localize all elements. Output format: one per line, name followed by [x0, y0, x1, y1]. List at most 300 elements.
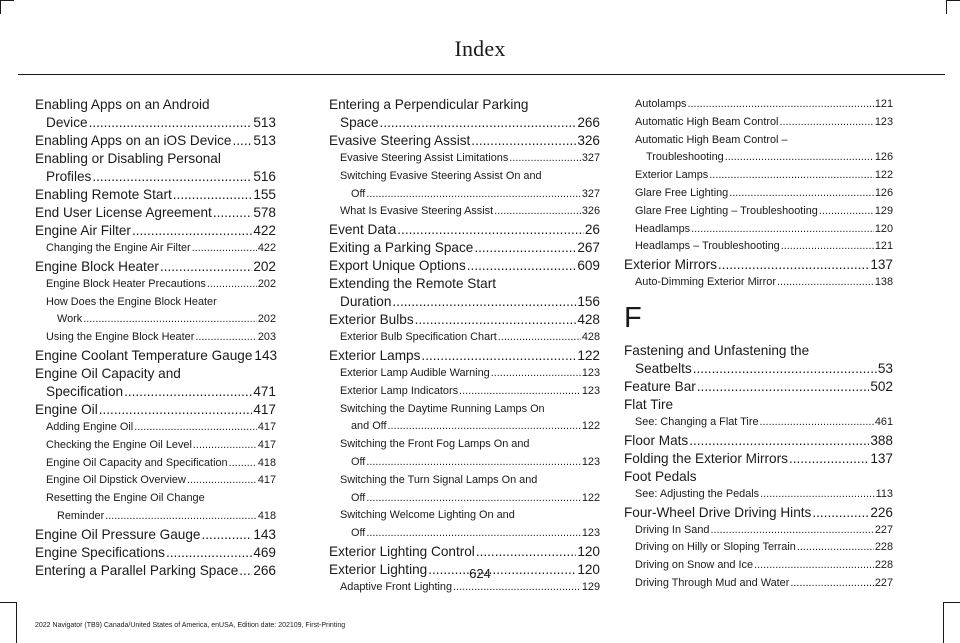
index-subentry — [329, 507, 600, 543]
entry-text: What Is Evasive Steering Assist — [340, 205, 494, 218]
entry-line — [340, 525, 600, 543]
entry-text: Folding the Exterior Mirrors — [624, 450, 788, 466]
dot-leader — [693, 360, 877, 378]
crop-mark — [0, 602, 17, 603]
entry-line — [340, 383, 600, 401]
entry-page-number: 417 — [253, 401, 276, 417]
entry-text: Work — [57, 313, 83, 326]
entry-page-number: 155 — [253, 187, 276, 202]
index-subentry — [624, 274, 893, 292]
dot-leader — [819, 203, 874, 221]
dot-leader — [388, 418, 581, 436]
index-subentry — [624, 185, 893, 203]
entry-page-number: 418 — [257, 509, 276, 522]
entry-page-number: 513 — [253, 115, 276, 130]
index-subentry — [35, 240, 276, 258]
entry-text: Driving Through Mud and Water — [635, 576, 790, 589]
entry-page-number: 266 — [577, 115, 600, 130]
entry-text: Switching Welcome Lighting On and — [340, 509, 515, 522]
index-entry — [35, 401, 276, 419]
entry-text: Exterior Lamp Audible Warning — [340, 366, 490, 379]
dot-leader — [687, 96, 873, 114]
entry-line — [635, 132, 893, 150]
index-entry — [624, 504, 893, 522]
crop-mark — [0, 0, 14, 1]
entry-text: Switching the Turn Signal Lamps On and — [340, 473, 538, 486]
entry-text: Switching the Daytime Running Lamps On — [340, 402, 545, 415]
index-entry — [624, 256, 893, 274]
dot-leader — [415, 311, 577, 329]
entry-page-number: 226 — [870, 504, 893, 520]
crop-mark — [943, 602, 944, 643]
index-subentry — [329, 401, 600, 437]
entry-line — [35, 544, 276, 562]
entry-page-number: 267 — [577, 240, 600, 256]
entry-text: Feature Bar — [624, 378, 696, 394]
entry-text: Switching the Front Fog Lamps On and — [340, 438, 530, 451]
entry-line — [635, 185, 893, 203]
entry-page-number: 326 — [577, 133, 600, 148]
index-column-2 — [329, 96, 600, 597]
entry-line — [340, 436, 600, 454]
dot-leader — [105, 508, 257, 526]
entry-text: Checking the Engine Oil Level — [46, 438, 192, 451]
index-subentry — [329, 579, 600, 597]
entry-page-number: 202 — [253, 258, 276, 274]
entry-text: Off — [351, 527, 366, 540]
entry-text: Troubleshooting — [646, 151, 724, 164]
entry-text: Exterior Bulbs — [329, 312, 414, 328]
entry-line — [624, 360, 893, 378]
index-entry — [35, 526, 276, 544]
entry-line — [340, 454, 600, 472]
index-entry — [329, 257, 600, 275]
entry-text: Engine Oil — [35, 401, 98, 417]
dot-leader — [192, 240, 257, 258]
dot-leader — [777, 274, 874, 292]
entry-page-number: 120 — [874, 222, 893, 235]
entry-text: Flat Tire — [624, 396, 674, 412]
index-subentry — [624, 522, 893, 540]
entry-line — [46, 472, 276, 490]
index-subentry — [35, 276, 276, 294]
entry-text: Evasive Steering Assist Limitations — [340, 152, 509, 164]
entry-text: Engine Oil Capacity and Specification — [46, 456, 228, 469]
crop-mark — [16, 602, 17, 643]
index-column-1 — [35, 96, 276, 580]
entry-line — [624, 396, 893, 414]
index-subentry — [35, 455, 276, 473]
dot-leader — [476, 543, 576, 561]
entry-line — [329, 239, 600, 257]
entry-line — [340, 168, 600, 186]
entry-line — [329, 293, 600, 311]
entry-line — [340, 401, 600, 419]
entry-text: Exterior Lighting Control — [329, 543, 475, 559]
index-entry — [35, 132, 276, 150]
entry-text: Changing the Engine Air Filter — [46, 242, 191, 254]
entry-page-number: 418 — [257, 456, 276, 469]
entry-line — [624, 342, 893, 360]
index-subentry — [35, 419, 276, 437]
entry-text: Off — [351, 491, 366, 504]
entry-text: Engine Oil Dipstick Overview — [46, 474, 186, 487]
entry-text: Headlamps — [635, 222, 691, 235]
entry-page-number: 138 — [874, 276, 893, 289]
dot-leader — [760, 414, 874, 432]
entry-text: Engine Oil Capacity and — [35, 365, 181, 381]
entry-text: Device — [46, 115, 88, 130]
dot-leader — [689, 432, 869, 450]
dot-leader — [132, 222, 252, 240]
entry-page-number: 202 — [257, 313, 276, 326]
dot-leader — [366, 525, 581, 543]
index-subentry — [624, 221, 893, 239]
entry-line — [329, 275, 600, 293]
entry-text: Engine Specifications — [35, 544, 165, 560]
entry-text: Export Unique Options — [329, 258, 466, 274]
entry-page-number: 417 — [257, 438, 276, 451]
dot-leader — [392, 293, 576, 311]
index-subentry — [329, 168, 600, 204]
index-entry — [35, 258, 276, 276]
entry-line — [340, 507, 600, 525]
entry-text: Glare Free Lighting – Troubleshooting — [635, 204, 818, 217]
dot-leader — [89, 114, 253, 132]
entry-line — [329, 543, 600, 561]
entry-line — [35, 347, 276, 365]
entry-text: Exterior Lamps — [635, 169, 709, 182]
entry-line — [46, 490, 276, 508]
dot-leader — [779, 114, 873, 132]
entry-text: Exterior Lighting — [329, 561, 428, 577]
entry-page-number: 129 — [874, 204, 893, 217]
dot-leader — [729, 185, 874, 203]
entry-page-number: 502 — [870, 378, 893, 394]
dot-leader — [797, 539, 874, 557]
entry-text: How Does the Engine Block Heater — [46, 295, 217, 308]
entry-page-number: 123 — [581, 455, 600, 468]
index-subentry — [624, 167, 893, 185]
entry-text: Enabling or Disabling Personal — [35, 151, 221, 166]
entry-page-number: 122 — [874, 169, 893, 182]
dot-leader — [366, 490, 581, 508]
entry-line — [46, 508, 276, 526]
entry-text: Automatic High Beam Control — [635, 115, 779, 128]
index-entry — [35, 544, 276, 562]
entry-text: Event Data — [329, 222, 397, 238]
entry-line — [340, 579, 600, 597]
entry-line — [635, 238, 893, 256]
entry-text: Autolamps — [635, 98, 687, 110]
entry-text: Enabling Remote Start — [35, 187, 172, 202]
entry-text: Seatbelts — [635, 360, 692, 376]
dot-leader — [166, 544, 252, 562]
crop-mark — [0, 0, 1, 14]
entry-text: Engine Air Filter — [35, 223, 131, 238]
entry-text: Headlamps – Troubleshooting — [635, 240, 780, 253]
entry-line — [46, 276, 276, 294]
dot-leader — [193, 437, 257, 455]
entry-text: Automatic High Beam Control – — [635, 133, 788, 146]
index-subentry — [329, 365, 600, 383]
entry-text: Engine Block Heater Precautions — [46, 277, 206, 290]
entry-page-number: 227 — [874, 576, 893, 589]
entry-text: Auto-Dimming Exterior Mirror — [635, 276, 776, 289]
crop-mark — [946, 0, 947, 14]
entry-text: Engine Oil Pressure Gauge — [35, 526, 201, 542]
entry-line — [46, 311, 276, 329]
dot-leader — [789, 450, 869, 468]
entry-text: Enabling Apps on an Android — [35, 97, 210, 112]
dot-leader — [494, 203, 581, 221]
entry-line — [329, 96, 600, 114]
entry-text: Profiles — [46, 169, 92, 184]
entry-line — [46, 419, 276, 437]
entry-page-number: 123 — [581, 384, 600, 397]
entry-line — [635, 522, 893, 540]
entry-page-number: 121 — [874, 240, 893, 253]
entry-text: Adding Engine Oil — [46, 420, 134, 433]
entry-page-number: 126 — [874, 186, 893, 199]
entry-page-number: 122 — [577, 347, 600, 363]
entry-text: See: Adjusting the Pedals — [635, 487, 760, 500]
entry-text: See: Changing a Flat Tire — [635, 415, 759, 428]
dot-leader — [718, 256, 869, 274]
entry-text: Reminder — [57, 509, 105, 522]
index-entry — [624, 378, 893, 396]
entry-text: Exterior Lamp Indicators — [340, 384, 459, 397]
entry-line — [35, 168, 276, 186]
dot-leader — [710, 522, 873, 540]
entry-text: Glare Free Lighting — [635, 186, 729, 199]
entry-text: Enabling Apps on an iOS Device — [35, 133, 232, 148]
entry-line — [635, 414, 893, 432]
entry-text: Extending the Remote Start — [329, 276, 496, 292]
index-subentry — [329, 203, 600, 221]
index-subentry — [624, 96, 893, 114]
entry-page-number: 327 — [581, 152, 600, 164]
entry-text: Engine Coolant Temperature Gauge — [35, 347, 253, 363]
dot-leader — [366, 454, 581, 472]
entry-line — [340, 472, 600, 490]
entry-text: Off — [351, 455, 366, 468]
dot-leader — [709, 167, 874, 185]
entry-text: Driving In Sand — [635, 523, 710, 536]
entry-line — [35, 401, 276, 419]
entry-page-number: 122 — [581, 491, 600, 504]
header-rule — [18, 74, 945, 75]
dot-leader — [134, 419, 257, 437]
entry-line — [35, 96, 276, 114]
entry-line — [340, 203, 600, 221]
dot-leader — [691, 221, 874, 239]
index-entry — [329, 311, 600, 329]
dot-leader — [366, 186, 581, 204]
index-subentry — [35, 294, 276, 330]
index-entry — [329, 347, 600, 365]
entry-line — [46, 294, 276, 312]
entry-page-number: 417 — [257, 420, 276, 433]
entry-page-number: 422 — [253, 223, 276, 238]
page-title: Index — [454, 36, 506, 61]
entry-text: Floor Mats — [624, 432, 689, 448]
entry-line — [329, 221, 600, 239]
entry-page-number: 121 — [874, 98, 893, 110]
entry-page-number: 137 — [870, 257, 893, 273]
dot-leader — [697, 378, 870, 396]
entry-page-number: 122 — [581, 420, 600, 433]
index-entry — [624, 468, 893, 486]
dot-leader — [491, 365, 581, 383]
entry-line — [635, 486, 893, 504]
entry-line — [35, 365, 276, 383]
dot-leader — [92, 168, 252, 186]
entry-page-number: 513 — [253, 133, 276, 148]
entry-page-number: 228 — [874, 541, 893, 554]
entry-line — [329, 347, 600, 365]
entry-text: Foot Pedals — [624, 468, 697, 484]
entry-line — [340, 418, 600, 436]
entry-text: Four-Wheel Drive Driving Hints — [624, 504, 812, 520]
index-subentry — [624, 539, 893, 557]
entry-text: Exterior Bulb Specification Chart — [340, 331, 497, 344]
dot-leader — [421, 347, 576, 365]
entry-page-number: 326 — [581, 205, 600, 218]
entry-line — [35, 222, 276, 240]
entry-text: Exiting a Parking Space — [329, 240, 474, 256]
entry-text: Entering a Perpendicular Parking — [329, 97, 529, 112]
entry-text: Duration — [340, 294, 392, 310]
entry-line — [329, 257, 600, 275]
entry-page-number: 26 — [584, 222, 600, 238]
dot-leader — [187, 472, 257, 490]
dot-leader — [124, 383, 252, 401]
page-number: 624 — [469, 566, 491, 581]
entry-line — [46, 455, 276, 473]
index-entry — [35, 222, 276, 240]
entry-text: Off — [351, 187, 366, 200]
index-entry — [35, 96, 276, 132]
index-entry — [35, 150, 276, 186]
entry-page-number: 266 — [253, 562, 276, 578]
entry-page-number: 126 — [874, 151, 893, 164]
dot-leader — [160, 258, 252, 276]
entry-line — [635, 96, 893, 114]
entry-page-number: 123 — [581, 366, 600, 379]
entry-page-number: 461 — [874, 415, 893, 428]
index-subentry — [624, 132, 893, 168]
dot-leader — [83, 311, 257, 329]
entry-text: Specification — [46, 383, 124, 399]
entry-page-number: 388 — [870, 432, 893, 448]
index-entry — [329, 275, 600, 311]
entry-line — [635, 274, 893, 292]
dot-leader — [380, 114, 577, 132]
entry-page-number: 228 — [874, 559, 893, 572]
entry-page-number: 137 — [870, 450, 893, 466]
entry-line — [624, 432, 893, 450]
entry-page-number: 469 — [253, 544, 276, 560]
entry-page-number: 609 — [577, 258, 600, 274]
dot-leader — [471, 132, 576, 150]
index-entry — [329, 239, 600, 257]
index-subentry — [35, 490, 276, 526]
entry-page-number: 202 — [257, 277, 276, 290]
dot-leader — [812, 504, 869, 522]
entry-page-number: 578 — [253, 205, 276, 220]
crop-mark — [946, 0, 960, 1]
entry-page-number: 123 — [874, 115, 893, 128]
entry-page-number: 203 — [257, 331, 276, 344]
entry-text: Switching Evasive Steering Assist On and — [340, 169, 542, 182]
dot-leader — [453, 579, 581, 597]
index-entry — [624, 342, 893, 378]
entry-page-number: 120 — [577, 561, 600, 577]
index-subentry — [35, 329, 276, 347]
index-subentry — [624, 238, 893, 256]
entry-text: Evasive Steering Assist — [329, 133, 471, 148]
entry-line — [635, 167, 893, 185]
index-entry — [329, 543, 600, 561]
entry-page-number: 417 — [257, 474, 276, 487]
index-entry — [624, 450, 893, 468]
entry-text: Driving on Snow and Ice — [635, 559, 754, 572]
entry-line — [624, 468, 893, 486]
dot-leader — [498, 329, 581, 347]
entry-line — [635, 203, 893, 221]
entry-line — [329, 132, 600, 150]
index-subentry — [624, 414, 893, 432]
entry-page-number: 113 — [875, 487, 893, 500]
entry-line — [35, 383, 276, 401]
entry-line — [35, 526, 276, 544]
dot-leader — [459, 383, 581, 401]
section-letter: F — [624, 301, 642, 334]
index-subentry — [329, 472, 600, 508]
entry-text: Entering a Parallel Parking Space — [35, 562, 239, 578]
entry-line — [624, 504, 893, 522]
entry-page-number: 471 — [253, 383, 276, 399]
dot-leader — [467, 257, 577, 275]
entry-line — [340, 150, 600, 168]
entry-text: Driving on Hilly or Sloping Terrain — [635, 541, 796, 554]
dot-leader — [207, 276, 257, 294]
dot-leader — [760, 486, 875, 504]
index-subentry — [35, 437, 276, 455]
entry-text: Space — [340, 115, 379, 130]
dot-leader — [474, 239, 576, 257]
dot-leader — [213, 204, 252, 222]
dot-leader — [173, 186, 253, 204]
index-entry — [624, 432, 893, 450]
entry-page-number: 156 — [577, 294, 600, 310]
entry-line — [35, 258, 276, 276]
entry-line — [35, 132, 276, 150]
entry-line — [35, 204, 276, 222]
entry-page-number: 428 — [581, 331, 600, 344]
entry-page-number: 143 — [254, 347, 278, 363]
entry-line — [635, 221, 893, 239]
entry-page-number: 327 — [581, 187, 600, 200]
entry-line — [624, 378, 893, 396]
index-subentry — [624, 486, 893, 504]
entry-line — [340, 365, 600, 383]
index-subentry — [329, 150, 600, 168]
index-subentry — [35, 472, 276, 490]
dot-leader — [781, 238, 874, 256]
entry-text: and Off — [351, 420, 387, 433]
